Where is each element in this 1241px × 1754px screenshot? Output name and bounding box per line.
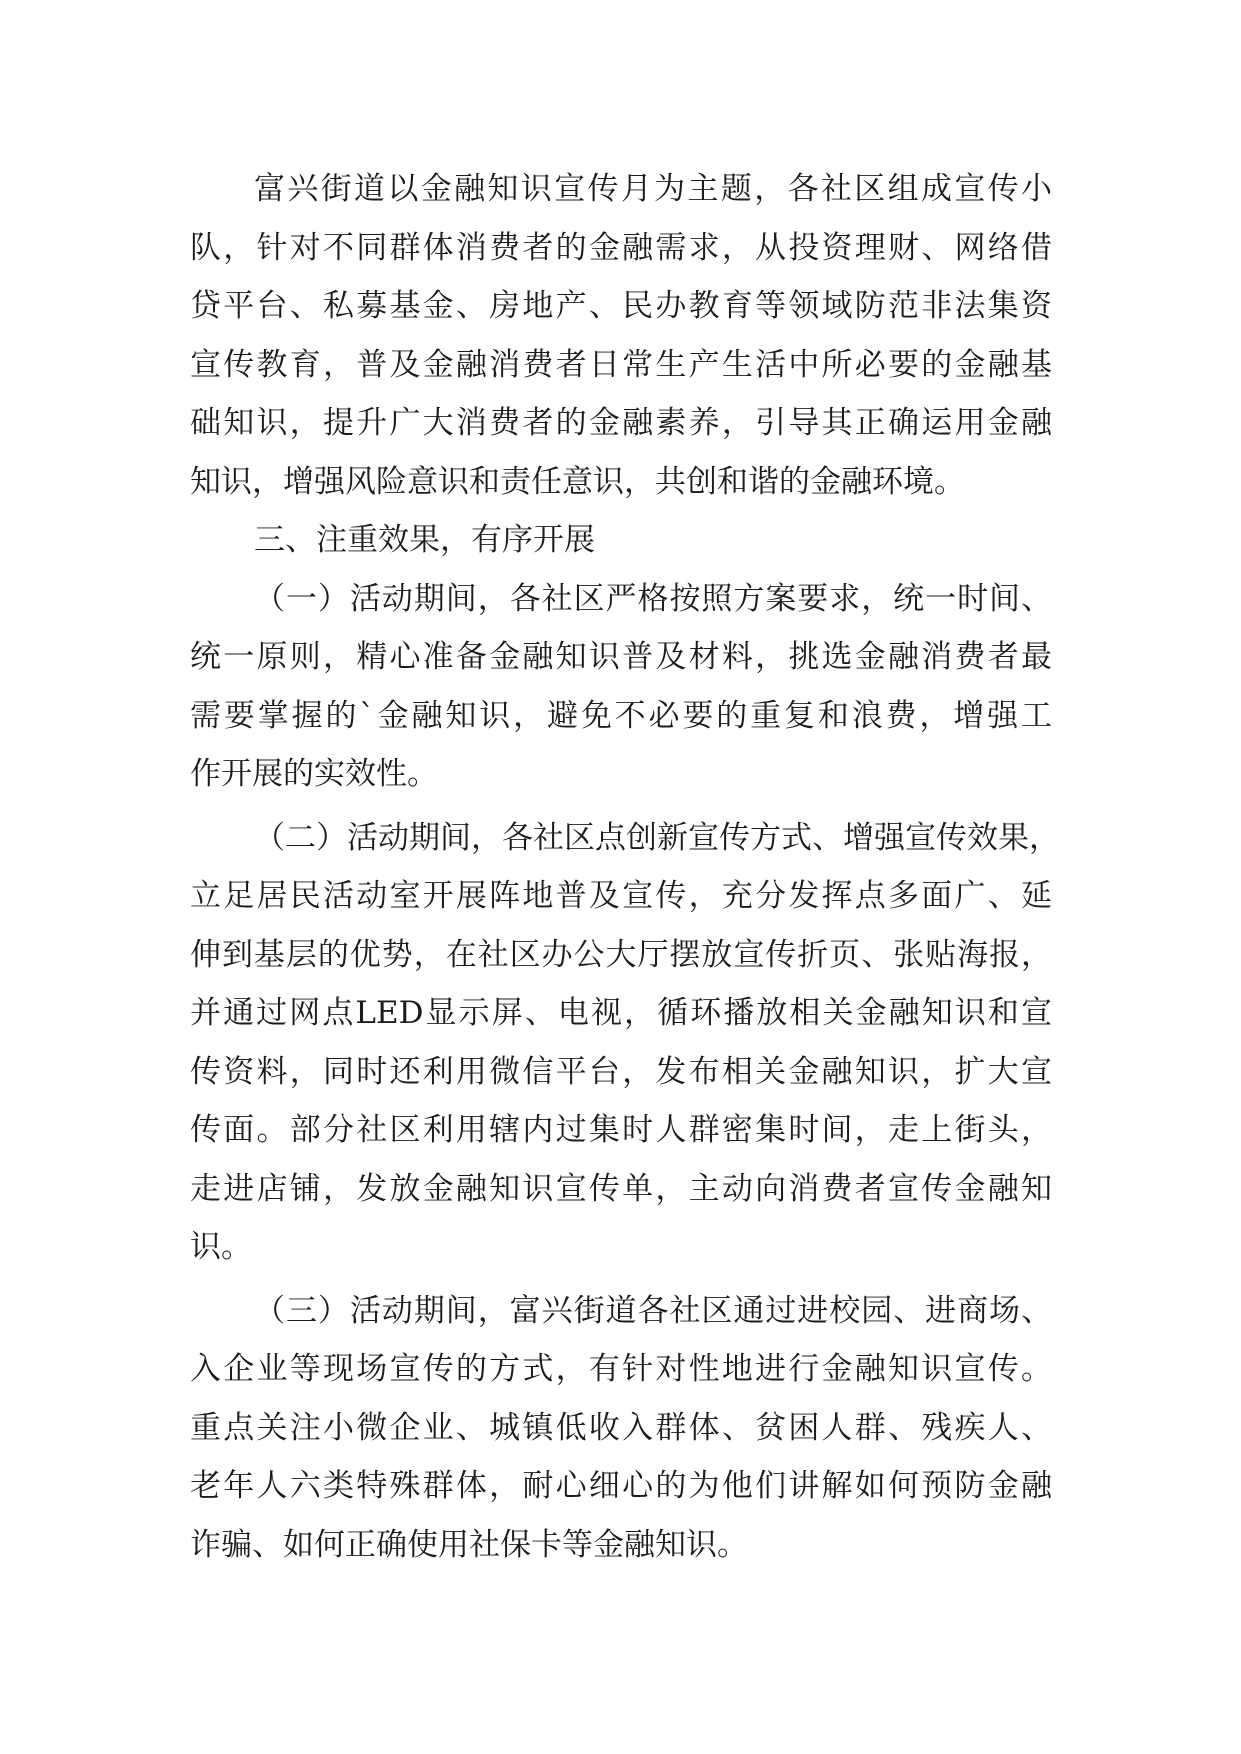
paragraph-item-3 [190,1282,1052,1575]
text-line: 传面。部分社区利用辖内过集时人群密集时间，走上街头， [190,1112,1052,1148]
paragraph-item-2 [190,809,1060,1277]
text-line: 并通过网点LED显示屏、电视，循环播放相关金融知识和宣 [190,995,1052,1031]
paragraph-item-1 [190,570,1052,804]
text-line: （三）活动期间，富兴街道各社区通过进校园、进商场、 [254,1292,1052,1329]
text-line: （二）活动期间，各社区点创新宣传方式、增强宣传效果， [254,819,1060,856]
text-line: 识。 [190,1229,252,1265]
text-line: 宣传教育，普及金融消费者日常生产生活中所必要的金融基 [190,346,1052,383]
text-line: 富兴街道以金融知识宣传月为主题，各社区组成宣传小 [254,171,1052,207]
section-heading-text: 三、注重效果，有序开展 [254,522,595,558]
text-line: 统一原则，精心准备金融知识普及材料，挑选金融消费者最 [190,639,1052,675]
text-line: 老年人六类特殊群体，耐心细心的为他们讲解如何预防金融 [190,1468,1052,1504]
text-line: 础知识，提升广大消费者的金融素养，引导其正确运用金融 [190,405,1052,441]
text-line: 立足居民活动室开展阵地普及宣传，充分发挥点多面广、延 [190,878,1052,914]
text-line: 入企业等现场宣传的方式，有针对性地进行金融知识宣传。 [190,1351,1052,1387]
text-line: 队，针对不同群体消费者的金融需求，从投资理财、网络借 [190,229,1052,266]
text-line: 作开展的实效性。 [190,756,438,792]
text-line: （一）活动期间，各社区严格按照方案要求，统一时间、 [254,580,1052,617]
document-body [190,160,1060,1574]
text-line: 诈骗、如何正确使用社保卡等金融知识。 [190,1526,748,1563]
text-line: 传资料，同时还利用微信平台，发布相关金融知识，扩大宣 [190,1053,1052,1090]
text-line: 走进店铺，发放金融知识宣传单，主动向消费者宣传金融知 [190,1170,1052,1207]
text-line: 重点关注小微企业、城镇低收入群体、贫困人群、残疾人、 [190,1409,1052,1446]
text-line: 贷平台、私募基金、房地产、民办教育等领域防范非法集资 [190,288,1052,324]
section-heading [190,511,1052,570]
text-line: 伸到基层的优势，在社区办公大厅摆放宣传折页、张贴海报， [190,936,1052,973]
text-line: 知识，增强风险意识和责任意识，共创和谐的金融环境。 [190,463,965,500]
paragraph-intro [190,160,1052,511]
text-line: 需要掌握的`金融知识，避免不必要的重复和浪费，增强工 [190,697,1052,734]
